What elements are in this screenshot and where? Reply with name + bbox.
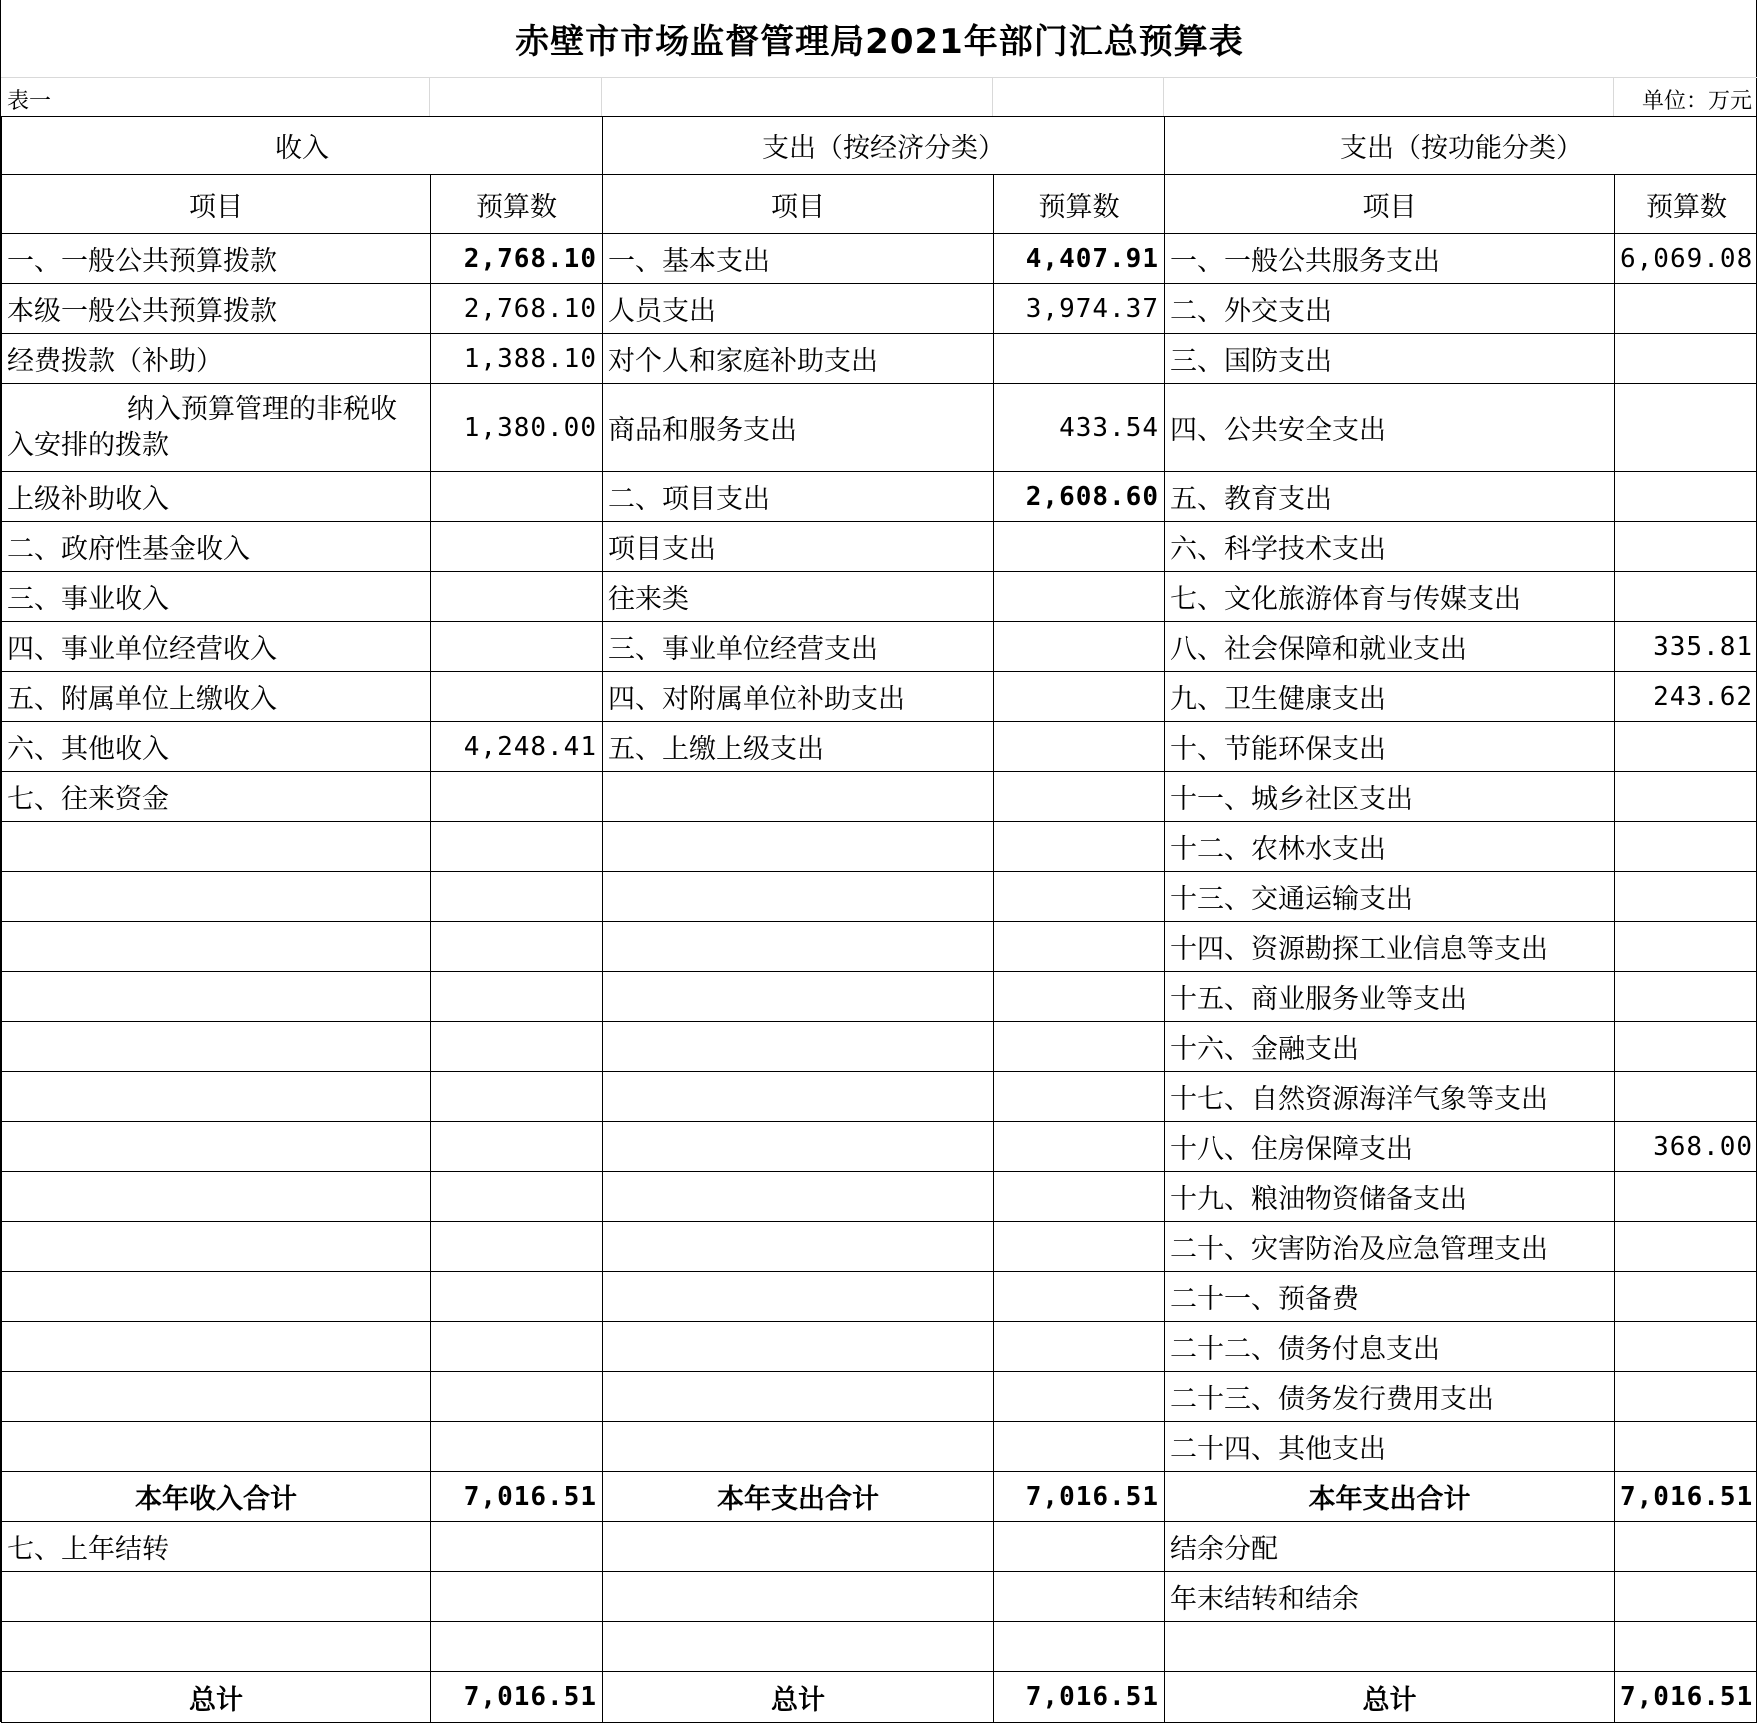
- func-amount: 368.00: [1615, 1122, 1757, 1172]
- section-expense-econ: 支出（按经济分类）: [603, 117, 1165, 175]
- econ-grand-amount: 7,016.51: [994, 1672, 1165, 1723]
- func-item: 九、卫生健康支出: [1165, 672, 1615, 722]
- econ-item: 人员支出: [603, 284, 994, 334]
- econ-item: 三、事业单位经营支出: [603, 622, 994, 672]
- income-item-line2: 入安排的拨款: [7, 430, 169, 461]
- section-header-row: [2, 117, 1757, 175]
- econ-amount: [994, 572, 1165, 622]
- econ-item: [603, 822, 994, 872]
- econ-item: [603, 872, 994, 922]
- econ-amount: [994, 1372, 1165, 1422]
- func-amount: [1615, 472, 1757, 522]
- income-item: 上级补助收入: [2, 472, 431, 522]
- func-item: [1165, 1622, 1615, 1672]
- income-total-amount: 7,016.51: [431, 1472, 603, 1522]
- table-row: [2, 1372, 1757, 1422]
- func-amount: [1615, 872, 1757, 922]
- col-header-item: 项目: [603, 175, 994, 234]
- income-amount: 2,768.10: [431, 234, 603, 284]
- econ-amount: 2,608.60: [994, 472, 1165, 522]
- column-header-row: [2, 175, 1757, 234]
- econ-amount: 3,974.37: [994, 284, 1165, 334]
- func-amount: [1615, 1572, 1757, 1622]
- income-amount: [431, 1272, 603, 1322]
- table-row: [2, 972, 1757, 1022]
- econ-item: [603, 1172, 994, 1222]
- func-amount: [1615, 1372, 1757, 1422]
- func-amount: 243.62: [1615, 672, 1757, 722]
- econ-amount: [994, 872, 1165, 922]
- econ-item: [603, 1222, 994, 1272]
- func-amount: 6,069.08: [1615, 234, 1757, 284]
- econ-amount: [994, 622, 1165, 672]
- func-item: 二、外交支出: [1165, 284, 1615, 334]
- col-header-amount: 预算数: [431, 175, 603, 234]
- econ-item: 二、项目支出: [603, 472, 994, 522]
- econ-amount: [994, 672, 1165, 722]
- econ-amount: 433.54: [994, 384, 1165, 472]
- func-amount: [1615, 1072, 1757, 1122]
- budget-table: [1, 116, 1757, 1723]
- econ-amount: [994, 334, 1165, 384]
- section-expense-func: 支出（按功能分类）: [1165, 117, 1757, 175]
- budget-table-body: [2, 117, 1757, 1723]
- income-amount: [431, 472, 603, 522]
- func-amount: [1615, 772, 1757, 822]
- grid-line: [1163, 78, 1164, 116]
- income-total-label: 本年收入合计: [2, 1472, 431, 1522]
- econ-amount: [994, 1222, 1165, 1272]
- table-row: [2, 1172, 1757, 1222]
- econ-amount: [994, 922, 1165, 972]
- func-item: 十八、住房保障支出: [1165, 1122, 1615, 1172]
- func-amount: [1615, 1422, 1757, 1472]
- income-amount: [431, 972, 603, 1022]
- income-amount: [431, 622, 603, 672]
- income-item: [2, 1272, 431, 1322]
- func-amount: [1615, 572, 1757, 622]
- econ-item: [603, 1322, 994, 1372]
- econ-amount: [994, 1122, 1165, 1172]
- econ-item: 对个人和家庭补助支出: [603, 334, 994, 384]
- income-item: [2, 822, 431, 872]
- table-row: [2, 1022, 1757, 1072]
- income-amount: 4,248.41: [431, 722, 603, 772]
- section-income: 收入: [2, 117, 603, 175]
- func-grand-amount: 7,016.51: [1615, 1672, 1757, 1723]
- table-row: [2, 334, 1757, 384]
- income-amount: [431, 672, 603, 722]
- econ-item: 五、上缴上级支出: [603, 722, 994, 772]
- grand-total-row: [2, 1672, 1757, 1723]
- func-item: 十二、农林水支出: [1165, 822, 1615, 872]
- table-row: [2, 522, 1757, 572]
- func-item: 十九、粮油物资储备支出: [1165, 1172, 1615, 1222]
- func-item: 三、国防支出: [1165, 334, 1615, 384]
- econ-item: [603, 1272, 994, 1322]
- func-item: 十一、城乡社区支出: [1165, 772, 1615, 822]
- econ-item: [603, 1072, 994, 1122]
- func-item: 年末结转和结余: [1165, 1572, 1615, 1622]
- func-item: 五、教育支出: [1165, 472, 1615, 522]
- econ-amount: [994, 1272, 1165, 1322]
- income-item: 四、事业单位经营收入: [2, 622, 431, 672]
- income-item: 七、上年结转: [2, 1522, 431, 1572]
- income-grand-label: 总计: [2, 1672, 431, 1723]
- income-amount: [431, 1072, 603, 1122]
- income-item: [2, 922, 431, 972]
- col-header-amount: 预算数: [1615, 175, 1757, 234]
- econ-item: [603, 1522, 994, 1572]
- income-amount: 1,380.00: [431, 384, 603, 472]
- income-item: [2, 1022, 431, 1072]
- income-amount: [431, 922, 603, 972]
- income-amount: [431, 1172, 603, 1222]
- table-row: [2, 284, 1757, 334]
- func-item: 七、文化旅游体育与传媒支出: [1165, 572, 1615, 622]
- income-item: [2, 1072, 431, 1122]
- func-amount: [1615, 1272, 1757, 1322]
- func-item: 二十二、债务付息支出: [1165, 1322, 1615, 1372]
- table-row: [2, 1072, 1757, 1122]
- func-item: 十三、交通运输支出: [1165, 872, 1615, 922]
- func-item: 十四、资源勘探工业信息等支出: [1165, 922, 1615, 972]
- func-item: 十、节能环保支出: [1165, 722, 1615, 772]
- func-amount: [1615, 334, 1757, 384]
- econ-amount: [994, 1172, 1165, 1222]
- income-amount: [431, 1022, 603, 1072]
- income-grand-amount: 7,016.51: [431, 1672, 603, 1723]
- econ-amount: [994, 1522, 1165, 1572]
- table-row: [2, 1222, 1757, 1272]
- func-item: 六、科学技术支出: [1165, 522, 1615, 572]
- func-item: 十五、商业服务业等支出: [1165, 972, 1615, 1022]
- income-item: [2, 1222, 431, 1272]
- income-item: [2, 1422, 431, 1472]
- grid-line: [601, 78, 602, 116]
- table-row: [2, 1122, 1757, 1172]
- func-total-label: 本年支出合计: [1165, 1472, 1615, 1522]
- econ-item: [603, 1622, 994, 1672]
- income-amount: [431, 772, 603, 822]
- func-item: 一、一般公共服务支出: [1165, 234, 1615, 284]
- econ-grand-label: 总计: [603, 1672, 994, 1723]
- func-item: 二十三、债务发行费用支出: [1165, 1372, 1615, 1422]
- table-row: [2, 722, 1757, 772]
- econ-amount: [994, 1622, 1165, 1672]
- func-amount: [1615, 1222, 1757, 1272]
- income-item: 六、其他收入: [2, 722, 431, 772]
- func-item: 二十一、预备费: [1165, 1272, 1615, 1322]
- econ-item: [603, 772, 994, 822]
- econ-item: [603, 1022, 994, 1072]
- table-row: [2, 1522, 1757, 1572]
- func-amount: [1615, 1622, 1757, 1672]
- grid-line: [429, 78, 430, 116]
- func-amount: [1615, 1172, 1757, 1222]
- col-header-item: 项目: [1165, 175, 1615, 234]
- econ-amount: [994, 1022, 1165, 1072]
- income-amount: [431, 1222, 603, 1272]
- income-amount: [431, 1322, 603, 1372]
- econ-amount: [994, 822, 1165, 872]
- income-amount: [431, 822, 603, 872]
- econ-amount: 4,407.91: [994, 234, 1165, 284]
- income-item: [2, 972, 431, 1022]
- econ-total-label: 本年支出合计: [603, 1472, 994, 1522]
- income-amount: [431, 1422, 603, 1472]
- income-amount: [431, 1572, 603, 1622]
- econ-item: 项目支出: [603, 522, 994, 572]
- func-item: 二十四、其他支出: [1165, 1422, 1615, 1472]
- func-amount: [1615, 922, 1757, 972]
- income-amount: [431, 522, 603, 572]
- income-item: 三、事业收入: [2, 572, 431, 622]
- econ-amount: [994, 1072, 1165, 1122]
- table-row: [2, 472, 1757, 522]
- econ-amount: [994, 1322, 1165, 1372]
- func-amount: [1615, 384, 1757, 472]
- econ-item: 四、对附属单位补助支出: [603, 672, 994, 722]
- table-row: [2, 672, 1757, 722]
- func-amount: [1615, 522, 1757, 572]
- income-item: 二、政府性基金收入: [2, 522, 431, 572]
- income-item: 七、往来资金: [2, 772, 431, 822]
- income-item-line1: 纳入预算管理的非税收: [7, 392, 425, 428]
- table-row: [2, 622, 1757, 672]
- econ-amount: [994, 1572, 1165, 1622]
- econ-amount: [994, 772, 1165, 822]
- econ-item: 往来类: [603, 572, 994, 622]
- func-item: 十七、自然资源海洋气象等支出: [1165, 1072, 1615, 1122]
- table-row: [2, 772, 1757, 822]
- table-label: 表一: [7, 78, 51, 116]
- func-item: 结余分配: [1165, 1522, 1615, 1572]
- econ-amount: [994, 722, 1165, 772]
- func-item: 二十、灾害防治及应急管理支出: [1165, 1222, 1615, 1272]
- income-item: [2, 1572, 431, 1622]
- income-item: 本级一般公共预算拨款: [2, 284, 431, 334]
- income-item: [2, 1122, 431, 1172]
- econ-item: [603, 1572, 994, 1622]
- income-amount: [431, 1372, 603, 1422]
- table-row: [2, 922, 1757, 972]
- econ-amount: [994, 1422, 1165, 1472]
- econ-amount: [994, 972, 1165, 1022]
- table-row: [2, 1622, 1757, 1672]
- func-amount: [1615, 722, 1757, 772]
- econ-item: [603, 972, 994, 1022]
- func-item: 十六、金融支出: [1165, 1022, 1615, 1072]
- col-header-amount: 预算数: [994, 175, 1165, 234]
- income-amount: [431, 872, 603, 922]
- econ-item: [603, 1422, 994, 1472]
- func-amount: [1615, 284, 1757, 334]
- table-row: [2, 872, 1757, 922]
- econ-item: 商品和服务支出: [603, 384, 994, 472]
- econ-item: 一、基本支出: [603, 234, 994, 284]
- income-item: [2, 1622, 431, 1672]
- func-amount: [1615, 1022, 1757, 1072]
- income-amount: [431, 1122, 603, 1172]
- year-total-row: [2, 1472, 1757, 1522]
- unit-label: 单位：万元: [1642, 78, 1752, 116]
- func-item: 四、公共安全支出: [1165, 384, 1615, 472]
- func-amount: [1615, 822, 1757, 872]
- table-row: [2, 234, 1757, 284]
- func-total-amount: 7,016.51: [1615, 1472, 1757, 1522]
- func-item: 八、社会保障和就业支出: [1165, 622, 1615, 672]
- income-amount: 1,388.10: [431, 334, 603, 384]
- func-amount: 335.81: [1615, 622, 1757, 672]
- income-amount: 2,768.10: [431, 284, 603, 334]
- table-row: [2, 1572, 1757, 1622]
- income-item: 经费拨款（补助）: [2, 334, 431, 384]
- income-item: 五、附属单位上缴收入: [2, 672, 431, 722]
- func-amount: [1615, 1322, 1757, 1372]
- income-item: [2, 1372, 431, 1422]
- col-header-item: 项目: [2, 175, 431, 234]
- table-row: [2, 1322, 1757, 1372]
- func-amount: [1615, 972, 1757, 1022]
- meta-row: [1, 78, 1757, 116]
- econ-amount: [994, 522, 1165, 572]
- income-amount: [431, 572, 603, 622]
- econ-total-amount: 7,016.51: [994, 1472, 1165, 1522]
- table-row: [2, 572, 1757, 622]
- table-row: [2, 1422, 1757, 1472]
- income-amount: [431, 1522, 603, 1572]
- income-item: 一、一般公共预算拨款: [2, 234, 431, 284]
- econ-item: [603, 1372, 994, 1422]
- table-row: [2, 384, 1757, 472]
- income-item: [2, 1172, 431, 1222]
- func-grand-label: 总计: [1165, 1672, 1615, 1723]
- income-item: [2, 872, 431, 922]
- econ-item: [603, 1122, 994, 1172]
- table-row: [2, 822, 1757, 872]
- income-item: [2, 1322, 431, 1372]
- grid-line: [992, 78, 993, 116]
- econ-item: [603, 922, 994, 972]
- grid-line: [1613, 78, 1614, 116]
- func-amount: [1615, 1522, 1757, 1572]
- table-row: [2, 1272, 1757, 1322]
- income-amount: [431, 1622, 603, 1672]
- income-item: [2, 384, 431, 472]
- page-title: 赤壁市市场监督管理局2021年部门汇总预算表: [1, 0, 1757, 78]
